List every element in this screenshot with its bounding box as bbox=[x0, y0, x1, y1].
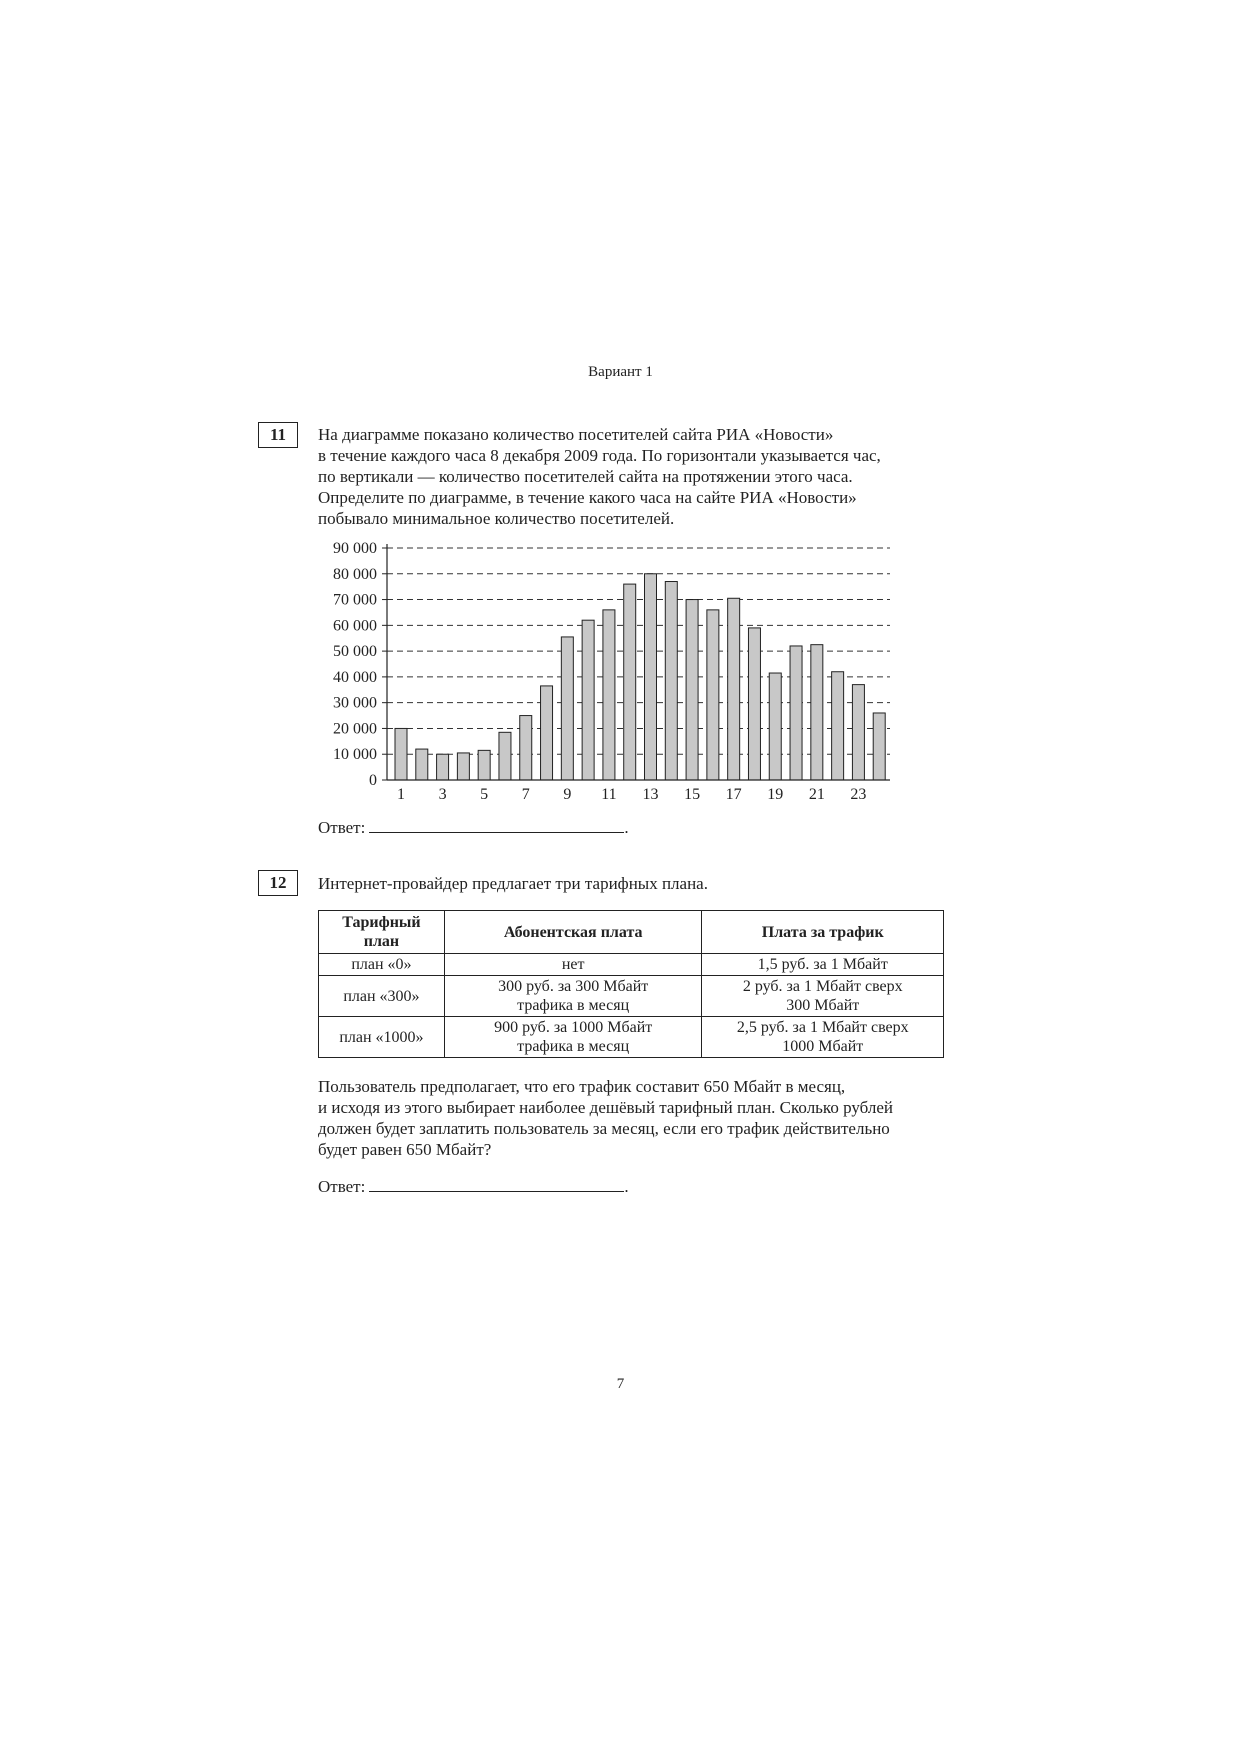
table-cell bbox=[319, 976, 445, 1017]
cell-line: Абонентская плата bbox=[503, 923, 643, 941]
bar bbox=[665, 582, 677, 780]
bar bbox=[790, 646, 802, 780]
cell-line: 1,5 руб. за 1 Мбайт bbox=[757, 956, 888, 973]
answer-11 bbox=[318, 818, 629, 838]
bar bbox=[520, 716, 532, 780]
y-tick-label: 30 000 bbox=[333, 694, 377, 712]
tariff-table bbox=[318, 910, 944, 1058]
y-tick-label: 20 000 bbox=[333, 720, 377, 738]
question-11-text bbox=[318, 424, 962, 529]
y-tick-label: 0 bbox=[369, 772, 377, 789]
x-tick-label: 13 bbox=[642, 786, 659, 803]
bar bbox=[873, 713, 885, 780]
table-row bbox=[319, 976, 944, 1017]
y-tick-label: 40 000 bbox=[333, 668, 377, 686]
y-tick-label: 70 000 bbox=[333, 591, 377, 609]
cell-line: трафика в месяц bbox=[517, 997, 630, 1014]
cell-line: Плата за трафик bbox=[761, 923, 884, 941]
bar bbox=[707, 610, 719, 780]
cell-line: план «0» bbox=[351, 956, 412, 973]
table-cell bbox=[319, 1017, 445, 1058]
question-12-intro: Интернет-провайдер предлагает три тарифных плана. bbox=[318, 874, 708, 893]
answer-line[interactable] bbox=[369, 1177, 624, 1192]
header-traffic-fee bbox=[702, 911, 944, 954]
bar bbox=[561, 637, 573, 780]
text-line: На диаграмме показано количество посетителей сайта РИА «Новости» bbox=[318, 425, 834, 444]
cell-line: трафика в месяц bbox=[517, 1038, 630, 1055]
table-header-row bbox=[319, 911, 944, 954]
table-cell bbox=[319, 954, 445, 976]
page-header-variant: Вариант 1 bbox=[588, 364, 653, 380]
table-row bbox=[319, 1017, 944, 1058]
text-line: и исходя из этого выбирает наиболее дешёвый тарифный план. Сколько рублей bbox=[318, 1098, 893, 1117]
cell-line: 1000 Мбайт bbox=[782, 1038, 864, 1055]
bar bbox=[499, 732, 511, 780]
bar bbox=[686, 600, 698, 780]
bar bbox=[457, 753, 469, 780]
header-tariff-plan bbox=[319, 911, 445, 954]
bar bbox=[395, 728, 407, 780]
y-tick-label: 50 000 bbox=[333, 643, 377, 661]
bar bbox=[437, 754, 449, 780]
x-tick-label: 15 bbox=[684, 786, 701, 803]
table-cell bbox=[444, 954, 702, 976]
bar bbox=[832, 672, 844, 780]
cell-line: 900 руб. за 1000 Мбайт bbox=[494, 1019, 653, 1036]
x-tick-label: 17 bbox=[725, 786, 742, 803]
y-tick-label: 90 000 bbox=[333, 540, 377, 557]
cell-line: Тарифный bbox=[342, 914, 421, 931]
table-row bbox=[319, 954, 944, 976]
x-tick-label: 1 bbox=[397, 786, 405, 803]
bar bbox=[769, 673, 781, 780]
text-line: побывало минимальное количество посетителей. bbox=[318, 509, 675, 528]
cell-line: план «1000» bbox=[339, 1028, 424, 1046]
x-tick-label: 21 bbox=[808, 786, 825, 803]
table-cell bbox=[702, 976, 944, 1017]
question-number-12: 12 bbox=[258, 870, 298, 896]
table-cell bbox=[444, 976, 702, 1017]
bar bbox=[645, 574, 657, 780]
cell-line: нет bbox=[561, 956, 585, 973]
x-tick-label: 7 bbox=[521, 786, 530, 803]
page-number: 7 bbox=[616, 1376, 625, 1392]
cell-line: 300 Мбайт bbox=[786, 997, 860, 1014]
bar bbox=[624, 584, 636, 780]
bar bbox=[811, 645, 823, 780]
cell-line: 300 руб. за 300 Мбайт bbox=[498, 978, 649, 995]
answer-label: Ответ: bbox=[318, 1177, 366, 1196]
answer-end: . bbox=[624, 1177, 629, 1196]
y-tick-label: 80 000 bbox=[333, 565, 377, 583]
visitors-bar-chart bbox=[300, 536, 900, 806]
x-tick-label: 11 bbox=[601, 786, 617, 803]
bar bbox=[728, 598, 740, 780]
x-tick-label: 5 bbox=[480, 786, 489, 803]
y-tick-label: 10 000 bbox=[333, 746, 377, 764]
text-line: по вертикали — количество посетителей сайта на протяжении этого часа. bbox=[318, 467, 853, 486]
y-tick-label: 60 000 bbox=[333, 617, 377, 635]
answer-12 bbox=[318, 1177, 629, 1197]
cell-line: план bbox=[363, 933, 400, 950]
cell-line: план «300» bbox=[343, 987, 420, 1005]
question-12-text bbox=[318, 1076, 962, 1160]
x-tick-label: 9 bbox=[563, 786, 572, 803]
x-tick-label: 3 bbox=[438, 786, 447, 803]
x-tick-label: 23 bbox=[850, 786, 867, 803]
table-cell bbox=[444, 1017, 702, 1058]
bar bbox=[852, 685, 864, 780]
question-number-11: 11 bbox=[258, 422, 298, 448]
bar bbox=[541, 686, 553, 780]
header-subscription-fee bbox=[444, 911, 702, 954]
answer-line[interactable] bbox=[369, 818, 624, 833]
text-line: Пользователь предполагает, что его трафик составит 650 Мбайт в месяц, bbox=[318, 1077, 846, 1096]
bar bbox=[603, 610, 615, 780]
answer-label: Ответ: bbox=[318, 818, 366, 837]
cell-line: 2 руб. за 1 Мбайт сверх bbox=[742, 978, 903, 995]
table-cell bbox=[702, 954, 944, 976]
cell-line: 2,5 руб. за 1 Мбайт сверх bbox=[736, 1019, 909, 1036]
bar bbox=[416, 749, 428, 780]
text-line: Определите по диаграмме, в течение какого часа на сайте РИА «Новости» bbox=[318, 488, 857, 507]
answer-end: . bbox=[624, 818, 629, 837]
bar bbox=[748, 628, 760, 780]
text-line: должен будет заплатить пользователь за месяц, если его трафик действительно bbox=[318, 1119, 890, 1138]
table-cell bbox=[702, 1017, 944, 1058]
bar bbox=[582, 620, 594, 780]
bar bbox=[478, 750, 490, 780]
x-tick-label: 19 bbox=[767, 786, 784, 803]
text-line: в течение каждого часа 8 декабря 2009 года. По горизонтали указывается час, bbox=[318, 446, 881, 465]
text-line: будет равен 650 Мбайт? bbox=[318, 1140, 492, 1159]
